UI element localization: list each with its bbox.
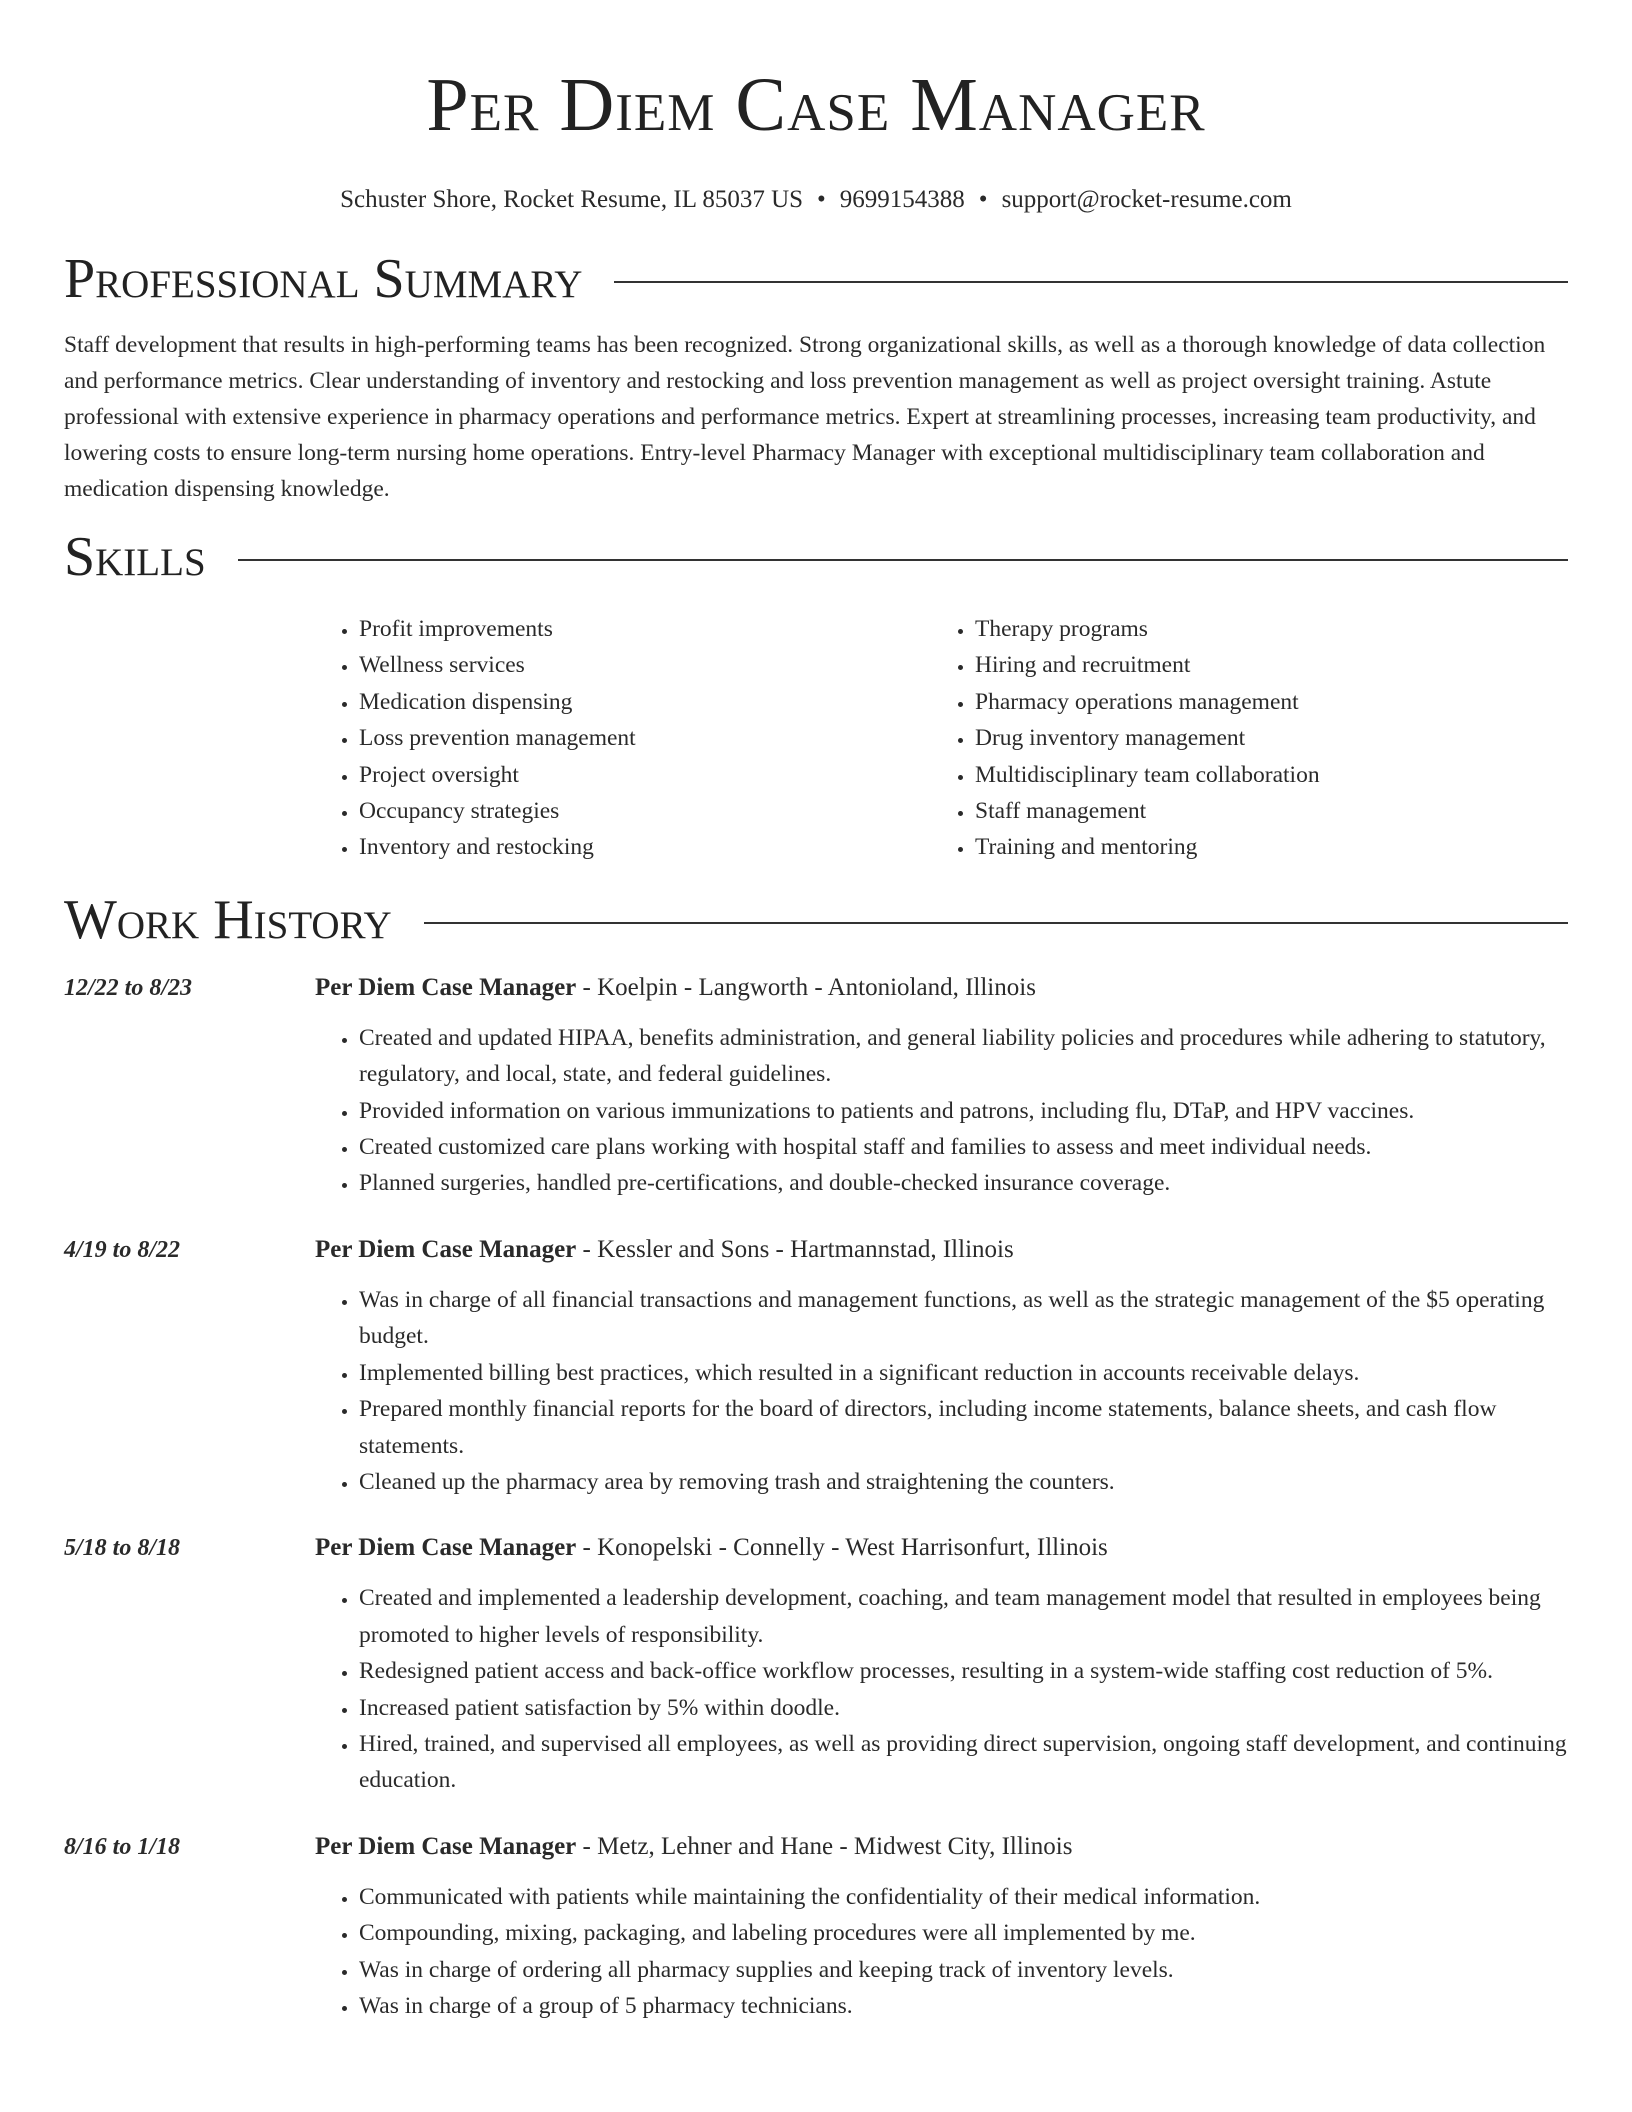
job-bullets xyxy=(315,1020,1568,1202)
job-entry xyxy=(64,1530,1568,1798)
job-bullet: • Created and updated HIPAA, benefits administration, and general liability policies and procedures while adhering to statutory, regulatory, and local, state, and federal guidelines. xyxy=(359,1020,1568,1093)
summary-heading: Professional Summary xyxy=(64,248,583,310)
section-divider xyxy=(424,922,1568,924)
job-employer: - Koelpin - Langworth - Antonioland, Illinois xyxy=(576,973,1036,1001)
job-entry xyxy=(64,970,1568,1202)
skills-section-header xyxy=(64,525,1568,589)
job-bullet: • Created customized care plans working with hospital staff and families to assess and meet individual needs. xyxy=(359,1129,1568,1165)
contact-email: support@rocket-resume.com xyxy=(1001,186,1292,213)
skill-item: • Pharmacy operations management xyxy=(975,684,1547,720)
skills-column-right xyxy=(931,611,1547,866)
job-title: Per Diem Case Manager xyxy=(315,1534,577,1562)
job-title: Per Diem Case Manager xyxy=(315,1832,577,1860)
job-title-line xyxy=(315,1232,1568,1268)
skill-item: • Drug inventory management xyxy=(975,720,1547,756)
job-employer: - Metz, Lehner and Hane - Midwest City, Illinois xyxy=(576,1832,1073,1860)
contact-phone: 9699154388 xyxy=(839,186,965,213)
job-bullet: • Cleaned up the pharmacy area by removing trash and straightening the counters. xyxy=(359,1464,1568,1500)
job-body xyxy=(315,1829,1568,2025)
job-bullet: • Implemented billing best practices, which resulted in a significant reduction in accounts receivable delays. xyxy=(359,1355,1568,1391)
summary-section-header xyxy=(64,247,1568,311)
skill-item: • Wellness services xyxy=(359,647,931,683)
section-divider xyxy=(614,281,1568,283)
skills-list xyxy=(315,611,1568,866)
job-bullets xyxy=(315,1282,1568,1500)
skill-item: • Staff management xyxy=(975,793,1547,829)
work-heading: Work History xyxy=(64,888,392,951)
work-section-header xyxy=(64,888,1568,952)
contact-line xyxy=(64,184,1568,216)
contact-separator: • xyxy=(978,186,988,213)
job-bullet: • Was in charge of ordering all pharmacy supplies and keeping track of inventory levels. xyxy=(359,1952,1568,1988)
skill-item: • Inventory and restocking xyxy=(359,829,931,865)
contact-separator: • xyxy=(817,186,826,213)
job-dates: 5/18 to 8/18 xyxy=(64,1535,181,1562)
skills-column-left xyxy=(315,611,931,866)
job-bullet: • Increased patient satisfaction by 5% within doodle. xyxy=(359,1690,1568,1726)
job-title-line xyxy=(315,970,1568,1006)
job-bullet: • Was in charge of a group of 5 pharmacy technicians. xyxy=(359,1988,1568,2024)
skill-item: • Hiring and recruitment xyxy=(975,647,1547,683)
job-dates: 8/16 to 1/18 xyxy=(64,1833,181,1860)
skill-item: • Occupancy strategies xyxy=(359,793,931,829)
skill-item: • Loss prevention management xyxy=(359,720,931,756)
skill-item: • Medication dispensing xyxy=(359,684,931,720)
job-bullet: • Hired, trained, and supervised all employees, as well as providing direct supervision, ongoing staff development, and continuing education. xyxy=(359,1726,1568,1799)
resume-name: Per Diem Case Manager xyxy=(426,63,1206,147)
skill-item: • Profit improvements xyxy=(359,611,931,647)
resume-page xyxy=(64,0,1568,2024)
skill-item: • Therapy programs xyxy=(975,611,1547,647)
job-entry xyxy=(64,1232,1568,1500)
job-bullet: • Created and implemented a leadership development, coaching, and team management model that resulted in employees being promoted to higher levels of responsibility. xyxy=(359,1580,1568,1653)
skill-item: • Multidisciplinary team collaboration xyxy=(975,757,1547,793)
job-body xyxy=(315,1530,1568,1798)
job-title-line xyxy=(315,1530,1568,1566)
job-employer: - Kessler and Sons - Hartmannstad, Illinois xyxy=(576,1235,1014,1263)
job-entry xyxy=(64,1829,1568,2025)
job-title: Per Diem Case Manager xyxy=(315,1235,577,1263)
job-employer: - Konopelski - Connelly - West Harrisonfurt, Illinois xyxy=(576,1534,1108,1562)
job-bullets xyxy=(315,1879,1568,2025)
section-divider xyxy=(238,559,1568,561)
job-dates: 12/22 to 8/23 xyxy=(64,974,193,1001)
job-bullet: • Provided information on various immunizations to patients and patrons, including flu, DTaP, and HPV vaccines. xyxy=(359,1093,1568,1129)
job-dates: 4/19 to 8/22 xyxy=(64,1236,181,1263)
job-bullet: • Compounding, mixing, packaging, and labeling procedures were all implemented by me. xyxy=(359,1915,1568,1951)
skill-item: • Training and mentoring xyxy=(975,829,1547,865)
skills-heading: Skills xyxy=(64,526,206,588)
job-bullet: • Was in charge of all financial transactions and management functions, as well as the strategic management of the $5 operating budget. xyxy=(359,1282,1568,1355)
job-title: Per Diem Case Manager xyxy=(315,973,577,1001)
job-bullet: • Redesigned patient access and back-office workflow processes, resulting in a system-wide staffing cost reduction of 5%. xyxy=(359,1653,1568,1689)
job-bullet: • Communicated with patients while maintaining the confidentiality of their medical information. xyxy=(359,1879,1568,1915)
job-body xyxy=(315,970,1568,1202)
job-bullet: • Prepared monthly financial reports for the board of directors, including income statements, balance sheets, and cash flow statements. xyxy=(359,1391,1568,1464)
contact-address: Schuster Shore, Rocket Resume, IL 85037 US xyxy=(340,186,804,213)
summary-text: Staff development that results in high-performing teams has been recognized. Strong organizational skills, as well as a thorough knowledge of data collection and performance metrics. Clear understanding of inventory and restocking and loss prevention management as well as project oversight training. Astute professional with extensive experience in pharmacy operations and performance metrics. Expert at streamlining processes, increasing team productivity, and lowering costs to ensure long-term nursing home operations. Entry-level Pharmacy Manager with exceptional multidisciplinary team collaboration and medication dispensing knowledge. xyxy=(64,332,1546,502)
job-bullet: • Planned surgeries, handled pre-certifications, and double-checked insurance coverage. xyxy=(359,1165,1568,1201)
job-body xyxy=(315,1232,1568,1500)
job-bullets xyxy=(315,1580,1568,1798)
skill-item: • Project oversight xyxy=(359,757,931,793)
job-title-line xyxy=(315,1829,1568,1865)
